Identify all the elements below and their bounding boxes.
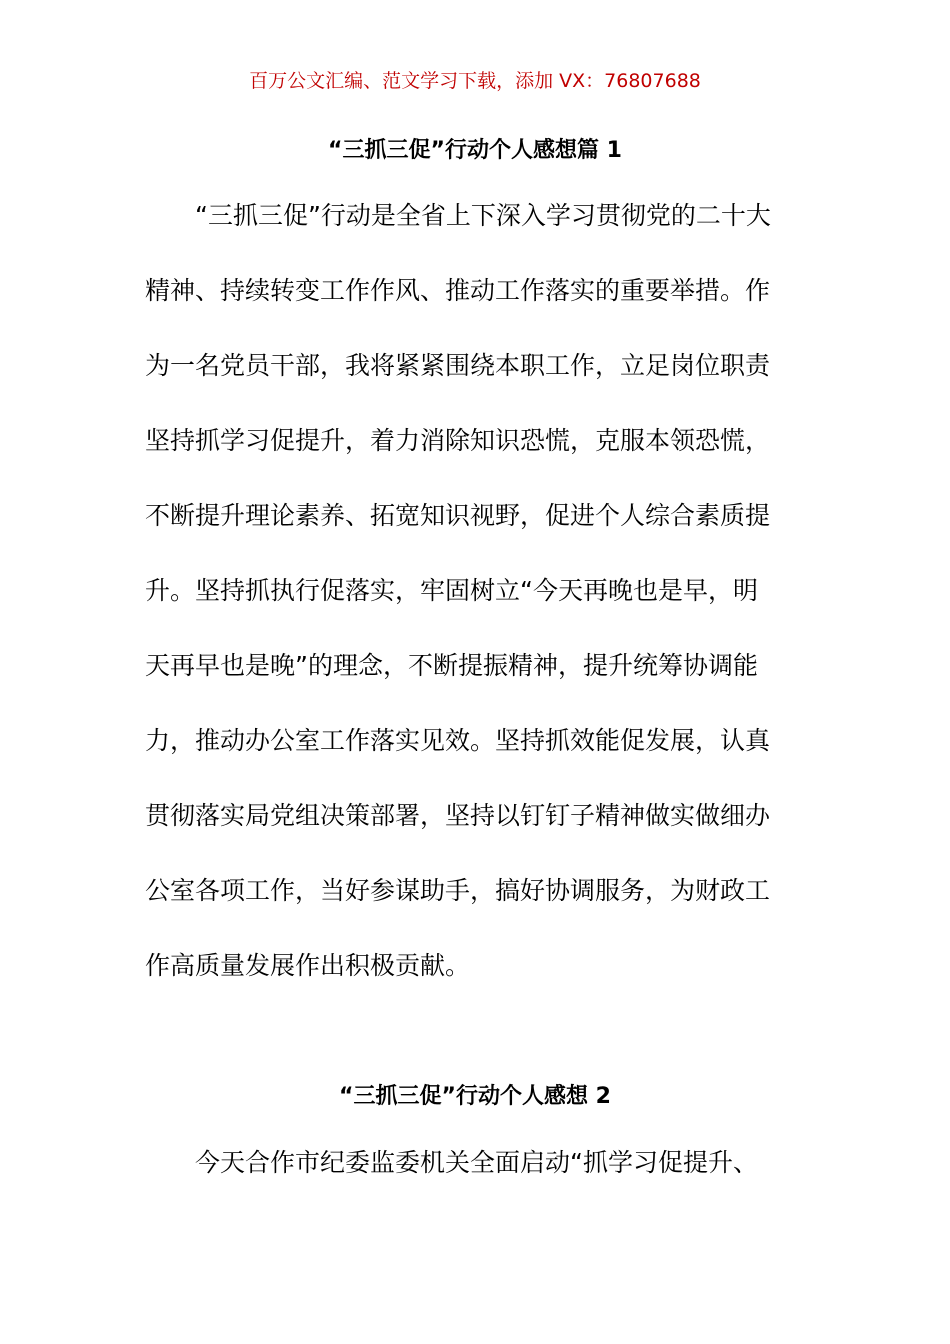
- paragraph-line: 天再早也是晚”的理念，不断提振精神，提升统筹协调能: [145, 651, 758, 680]
- section-1-title: “三抓三促”行动个人感想篇 1: [328, 138, 622, 163]
- watermark-text: 百万公文汇编、范文学习下载，添加 VX：76807688: [249, 70, 701, 92]
- paragraph-line: 升。坚持抓执行促落实，牢固树立“今天再晚也是早，明: [145, 576, 758, 605]
- paragraph-line: 力，推动办公室工作落实见效。坚持抓效能促发展，认真: [145, 726, 771, 755]
- paragraph-line: 今天合作市纪委监委机关全面启动“抓学习促提升、: [145, 1148, 758, 1177]
- paragraph-line: 公室各项工作，当好参谋助手，搞好协调服务，为财政工: [145, 876, 771, 905]
- paragraph-line: 不断提升理论素养、拓宽知识视野，促进个人综合素质提: [145, 501, 771, 530]
- paragraph-line: 坚持抓学习促提升，着力消除知识恐慌，克服本领恐慌，: [145, 426, 771, 455]
- paragraph-line: “三抓三促”行动是全省上下深入学习贯彻党的二十大: [145, 201, 771, 230]
- paragraph-line: 作高质量发展作出积极贡献。: [145, 951, 471, 980]
- paragraph-line: 贯彻落实局党组决策部署，坚持以钉钉子精神做实做细办: [145, 801, 771, 830]
- paragraph-line: 为一名党员干部，我将紧紧围绕本职工作，立足岗位职责: [145, 351, 771, 380]
- section-2-title: “三抓三促”行动个人感想 2: [339, 1084, 611, 1109]
- paragraph-line: 精神、持续转变工作作风、推动工作落实的重要举措。作: [145, 276, 771, 305]
